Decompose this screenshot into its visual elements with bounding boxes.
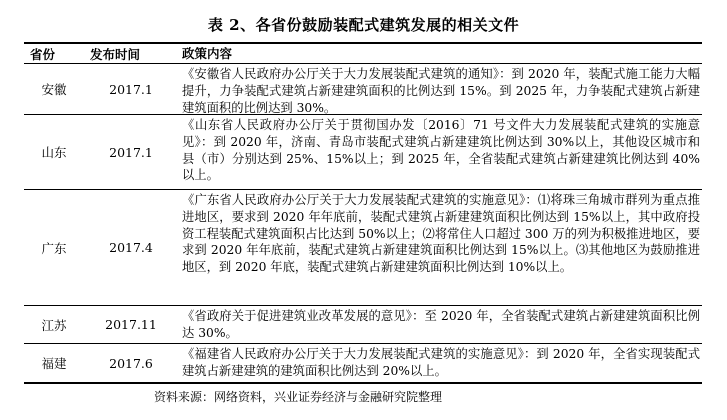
header-province: 省份	[30, 46, 56, 62]
table-title: 表 2、各省份鼓励装配式建筑发展的相关文件	[207, 16, 520, 34]
table-row-fujian	[24, 344, 702, 384]
cell-content: 《安徽省人民政府办公厅关于大力发展装配式建筑的通知》：到 2020 年，装配式施工能力大幅提升，力争装配式建筑占新建建筑面积的比例达到 15%。到 2025 年，力争装配式建筑占新建建筑面积的比例达到 30%。	[182, 67, 700, 115]
cell-province: 江苏	[41, 317, 67, 333]
cell-date: 2017.6	[109, 355, 153, 371]
cell-province: 广东	[41, 240, 67, 256]
policy-table	[24, 42, 702, 384]
cell-date: 2017.4	[109, 240, 153, 255]
source-note: 资料来源：网络资料，兴业证券经济与金融研究院整理	[154, 390, 443, 404]
cell-date: 2017.1	[109, 144, 153, 160]
cell-province: 安徽	[41, 82, 67, 97]
header-date: 发布时间	[90, 46, 141, 62]
cell-content: 《广东省人民政府办公厅关于大力发展装配式建筑的实施意见》：⑴将珠三角城市群列为重点推进地区，要求到 2020 年年底前，装配式建筑占新建建筑面积比例达到 15%以上，其中政府投资工程装配式建筑面积占比达到 50%以上；⑵将常住人口超过 300 万的列为积极推进地区，要求到 2020 年年底前，装配式建筑占新建建筑面积比例达到 15%以上。⑶其他地区为鼓励推进地区，到 2020 年底，装配式建筑占新建建筑面积比例达到 10%以上。	[182, 193, 700, 275]
table-row-guangdong	[24, 190, 702, 306]
header-content: 政策内容	[182, 45, 233, 61]
cell-content: 《福建省人民政府办公厅关于大力发展装配式建筑的实施意见》：到 2020 年，全省实现装配式建筑占新建建筑的建筑面积比例达到 20%以上。	[182, 347, 700, 378]
cell-content: 《省政府关于促进建筑业改革发展的意见》：至 2020 年，全省装配式建筑占新建建筑面积比例达 30%。	[182, 309, 700, 340]
table-row-jiangsu	[24, 306, 702, 344]
cell-province: 福建	[41, 356, 67, 371]
table-row-shandong	[24, 115, 702, 190]
cell-date: 2017.1	[109, 81, 153, 97]
cell-province: 山东	[41, 145, 67, 160]
table-row-anhui	[24, 64, 702, 115]
table-header-row	[24, 42, 702, 64]
cell-date: 2017.11	[105, 317, 157, 332]
cell-content: 《山东省人民政府办公厅关于贯彻国办发〔2016〕71 号文件大力发展装配式建筑的实施意见》：到 2020 年，济南、青岛市装配式建筑占新建建筑比例达到 30%以上，其他设区城市和县（市）分别达到 25%、15%以上；到 2025 年，全省装配式建筑占新建建筑比例达到 40%以上。	[182, 118, 700, 183]
